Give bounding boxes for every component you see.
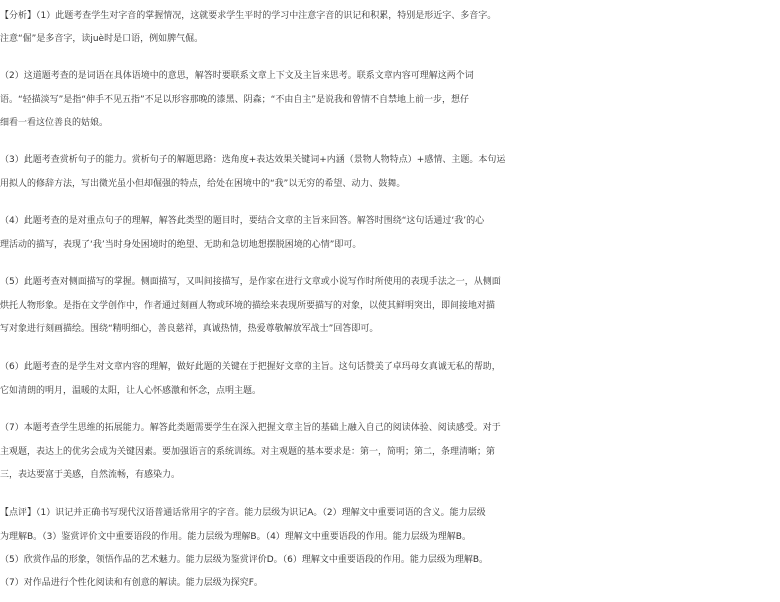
analysis-line: （7）本题考查学生思维的拓展能力。解答此类题需要学生在深入把握文章主旨的基础上融入自己的阅读体验、阅读感受。对于: [0, 423, 501, 433]
analysis-line: 注意“倔”是多音字，读juè时是口语，例如脾气倔。: [0, 34, 204, 44]
analysis-line: （2）这道题考查的是词语在具体语境中的意思，解答时要联系文章上下文及主旨来思考。联系文章内容可理解这两个词: [0, 71, 474, 81]
analysis-line: （5）此题考查对侧面描写的掌握。侧面描写，又叫间接描写，是作家在进行文章或小说写作时所使用的表现手法之一，从侧面: [0, 277, 501, 287]
analysis-line: （4）此题考查的是对重点句子的理解，解答此类型的题目时，要结合文章的主旨来回答。解答时围绕“这句话通过‘我’的心: [0, 216, 485, 226]
analysis-line: 【分析】（1）此题考查学生对字音的掌握情况，这就要求学生平时的学习中注意字音的识记和积累，特别是形近字、多音字。: [0, 11, 497, 21]
analysis-line: 它如清朗的明月，温暖的太阳，让人心怀感激和怀念，点明主题。: [0, 386, 262, 396]
comment-line: 【点评】（1）识记并正确书写现代汉语普通话常用字的字音。能力层级为识记A。（2）理解文中重要词语的含义。能力层级: [0, 508, 486, 518]
analysis-line: 用拟人的修辞方法，写出微光虽小但却倔强的特点，给处在困境中的“我”以无穷的希望、动力、鼓舞。: [0, 179, 406, 189]
analysis-line: 细看一看这位善良的姑娘。: [0, 118, 109, 128]
analysis-line: 写对象进行刻画描绘。围绕“精明细心，善良慈祥，真诚热情，热爱尊敬解放军战士”回答即可。: [0, 324, 379, 334]
analysis-line: 主观题，表达上的优劣会成为关键因素。要加强语言的系统训练。对主观题的基本要求是：第一，简明；第二，条理清晰；第: [0, 447, 496, 457]
analysis-line: 语。“轻描淡写”是指“伸手不见五指”不足以形容那晚的漆黑、阴森；“不由自主”是说我和曾情不自禁地上前一步，想仔: [0, 95, 469, 105]
analysis-line: 烘托人物形象。是指在文学创作中，作者通过刻画人物或环境的描绘来表现所要描写的对象，以使其鲜明突出，即间接地对描: [0, 301, 496, 311]
comment-line: 为理解B。（3）鉴赏评价文中重要语段的作用。能力层级为理解B。（4）理解文中重要语段的作用。能力层级为理解B。: [0, 532, 471, 542]
comment-line: （5）欣赏作品的形象，领悟作品的艺术魅力。能力层级为鉴赏评价D。（6）理解文中重要语段的作用。能力层级为理解B。: [0, 555, 489, 565]
comment-line: （7）对作品进行个性化阅读和有创意的解读。能力层级为探究F。: [0, 578, 263, 588]
analysis-line: （6）此题考查的是学生对文章内容的理解，做好此题的关键在于把握好文章的主旨。这句话赞美了卓玛母女真诚无私的帮助，: [0, 362, 501, 372]
analysis-line: 三，表达要富于美感，自然流畅，有感染力。: [0, 470, 181, 480]
analysis-line: （3）此题考查赏析句子的能力。赏析句子的解题思路：选角度+表达效果关键词+内涵（景物人物特点）+感情、主题。本句运: [0, 155, 506, 165]
analysis-line: 理活动的描写，表现了‘我’当时身处困境时的绝望、无助和急切地想摆脱困境的心情”即可。: [0, 240, 362, 250]
